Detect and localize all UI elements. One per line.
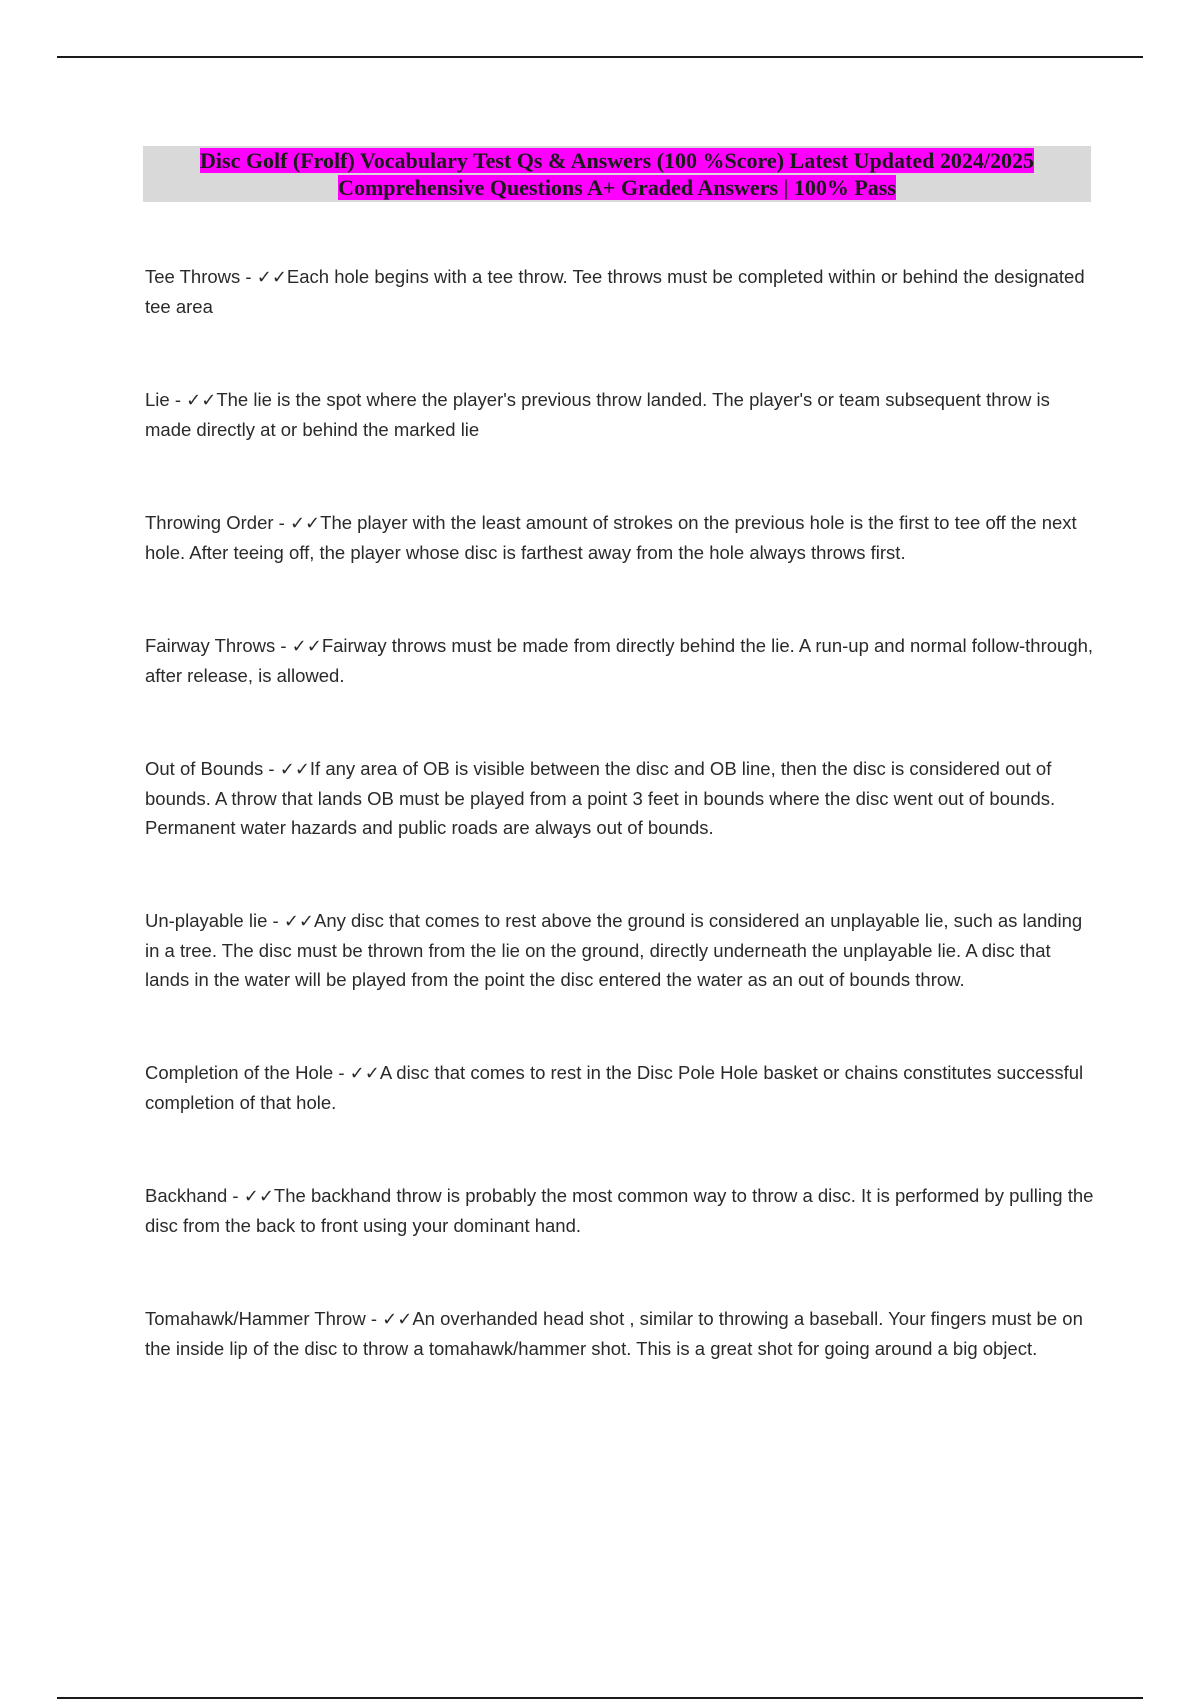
entry-separator: -: [273, 512, 290, 533]
vocabulary-entry: [145, 262, 1095, 321]
entry-separator: -: [227, 1185, 244, 1206]
entry-definition: If any area of OB is visible between the disc and OB line, then the disc is considered out of bounds. A throw that lands OB must be played from a point 3 feet in bounds where the disc went out of bounds. Permanent water hazards and public roads are always out of bounds.: [145, 758, 1056, 838]
entry-term: Completion of the Hole: [145, 1062, 334, 1083]
vocabulary-entry: [145, 385, 1095, 444]
entry-separator: -: [169, 389, 187, 410]
entry-term: Tomahawk/Hammer Throw: [145, 1308, 366, 1329]
entry-definition: The player with the least amount of strokes on the previous hole is the first to tee off the next hole. After teeing off, the player whose disc is farthest away from the hole always throws first.: [145, 512, 1077, 563]
title-line-2: Comprehensive Questions A+ Graded Answers | 100% Pass: [338, 175, 896, 200]
entry-term: Out of Bounds: [145, 758, 264, 779]
check-mark-icon: ✓✓: [243, 1186, 274, 1207]
entry-definition: A disc that comes to rest in the Disc Pole Hole basket or chains constitutes successful completion of that hole.: [145, 1062, 1084, 1113]
entry-definition: Any disc that comes to rest above the ground is considered an unplayable lie, such as landing in a tree. The disc must be thrown from the lie on the ground, directly underneath the unplayable lie. A disc that lands in the water will be played from the point the disc entered the water as an out of bounds throw.: [145, 910, 1083, 990]
entry-definition: The lie is the spot where the player's previous throw landed. The player's or team subsequent throw is made directly at or behind the marked lie: [145, 389, 1050, 440]
entry-term: Un-playable lie: [145, 910, 268, 931]
vocabulary-entry: [145, 906, 1095, 994]
vocabulary-entry: [145, 1058, 1095, 1117]
entry-definition: An overhanded head shot , similar to throwing a baseball. Your fingers must be on the inside lip of the disc to throw a tomahawk/hammer shot. This is a great shot for going around a big object.: [145, 1308, 1083, 1359]
top-rule: [57, 56, 1143, 58]
check-mark-icon: ✓✓: [256, 267, 287, 288]
vocabulary-entry: [145, 1304, 1095, 1363]
vocabulary-entry: [145, 508, 1095, 567]
check-mark-icon: ✓✓: [186, 390, 217, 411]
document-title: [143, 146, 1091, 202]
entry-term: Lie: [145, 389, 170, 410]
entry-separator: -: [275, 635, 292, 656]
check-mark-icon: ✓✓: [382, 1309, 413, 1330]
check-mark-icon: ✓✓: [349, 1063, 380, 1084]
entry-separator: -: [240, 266, 257, 287]
entry-separator: -: [365, 1308, 383, 1329]
entry-term: Backhand: [145, 1185, 228, 1206]
vocabulary-entry: [145, 754, 1095, 842]
check-mark-icon: ✓✓: [289, 513, 321, 534]
title-line-1: Disc Golf (Frolf) Vocabulary Test Qs & Answers (100 %Score) Latest Updated 2024/2025: [200, 148, 1034, 173]
entry-term: Throwing Order: [145, 512, 274, 533]
entry-definition: Each hole begins with a tee throw. Tee throws must be completed within or behind the designated tee area: [145, 266, 1085, 317]
entry-term: Tee Throws: [145, 266, 241, 287]
entry-separator: -: [263, 758, 280, 779]
check-mark-icon: ✓✓: [291, 636, 322, 657]
check-mark-icon: ✓✓: [283, 911, 314, 932]
check-mark-icon: ✓✓: [279, 759, 310, 780]
entry-separator: -: [333, 1062, 350, 1083]
bottom-rule: [57, 1697, 1143, 1699]
entry-definition: Fairway throws must be made from directly behind the lie. A run-up and normal follow-through, after release, is allowed.: [145, 635, 1094, 686]
entry-definition: The backhand throw is probably the most common way to throw a disc. It is performed by pulling the disc from the back to front using your dominant hand.: [145, 1185, 1094, 1236]
vocabulary-list: [145, 262, 1095, 1427]
vocabulary-entry: [145, 631, 1095, 690]
entry-separator: -: [267, 910, 284, 931]
entry-term: Fairway Throws: [145, 635, 276, 656]
vocabulary-entry: [145, 1181, 1095, 1240]
